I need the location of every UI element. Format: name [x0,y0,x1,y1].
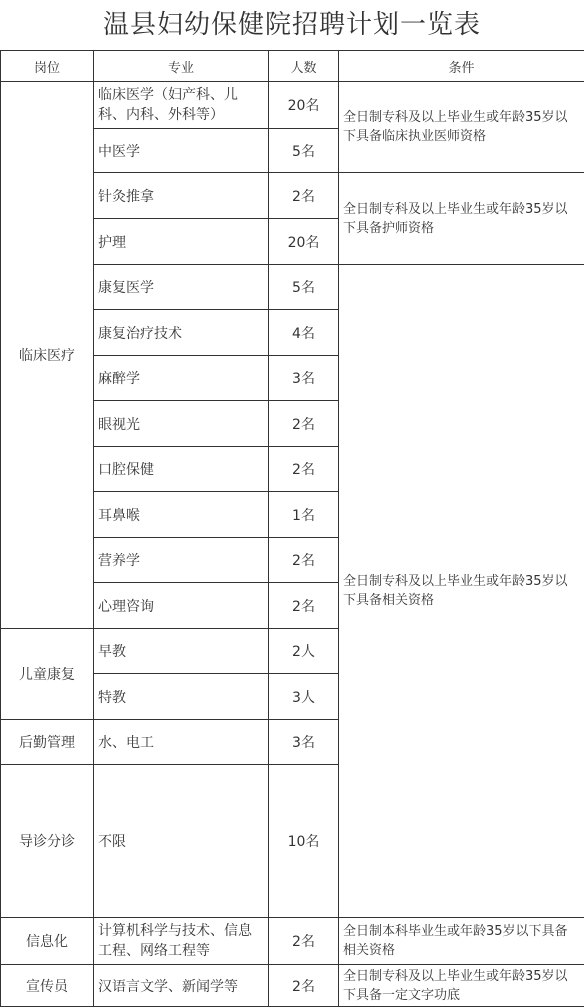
post-cell: 后勤管理 [1,720,94,765]
major-cell: 康复医学 [94,265,269,310]
major-cell: 早教 [94,629,269,674]
major-cell: 水、电工 [94,720,269,765]
major-cell: 汉语言文学、新闻学等 [94,965,269,1007]
major-cell: 耳鼻喉 [94,492,269,538]
major-cell: 不限 [94,765,269,918]
major-cell: 营养学 [94,538,269,583]
condition-cell: 全日制本科毕业生或年龄35岁以下具备相关资格 [339,918,584,965]
count-cell: 2名 [269,401,339,447]
header-post: 岗位 [1,51,94,82]
major-cell: 康复治疗技术 [94,310,269,356]
count-cell: 2名 [269,583,339,629]
major-cell: 麻醉学 [94,356,269,401]
major-cell: 特教 [94,674,269,720]
header-row [1,51,584,82]
post-cell: 信息化 [1,918,94,965]
count-cell: 20名 [269,219,339,265]
count-cell: 1名 [269,492,339,538]
major-cell: 眼视光 [94,401,269,447]
table-row [1,965,584,1007]
header-major: 专业 [94,51,269,82]
header-condition: 条件 [339,51,584,82]
count-cell: 3名 [269,356,339,401]
condition-cell: 全日制专科及以上毕业生或年龄35岁以下具备相关资格 [339,265,584,918]
post-cell: 宣传员 [1,965,94,1007]
major-cell: 口腔保健 [94,447,269,492]
condition-cell: 全日制专科及以上毕业生或年龄35岁以下具备一定文字功底 [339,965,584,1007]
condition-cell: 全日制专科及以上毕业生或年龄35岁以下具备临床执业医师资格 [339,82,584,173]
count-cell: 4名 [269,310,339,356]
count-cell: 2人 [269,629,339,674]
major-cell: 护理 [94,219,269,265]
count-cell: 2名 [269,538,339,583]
major-cell: 计算机科学与技术、信息工程、网络工程等 [94,918,269,965]
major-cell: 中医学 [94,129,269,173]
count-cell: 2名 [269,447,339,492]
count-cell: 2名 [269,965,339,1007]
major-cell: 临床医学（妇产科、儿科、内科、外科等） [94,82,269,129]
count-cell: 10名 [269,765,339,918]
count-cell: 2名 [269,173,339,219]
count-cell: 20名 [269,82,339,129]
count-cell: 3人 [269,674,339,720]
table-row [1,918,584,965]
count-cell: 3名 [269,720,339,765]
count-cell: 2名 [269,918,339,965]
page-title: 温县妇幼保健院招聘计划一览表 [0,0,584,50]
count-cell: 5名 [269,265,339,310]
table-row [1,82,584,129]
condition-cell: 全日制专科及以上毕业生或年龄35岁以下具备护师资格 [339,173,584,265]
major-cell: 心理咨询 [94,583,269,629]
major-cell: 针灸推拿 [94,173,269,219]
post-cell: 导诊分诊 [1,765,94,918]
post-cell: 儿童康复 [1,629,94,720]
count-cell: 5名 [269,129,339,173]
post-cell: 临床医疗 [1,82,94,629]
header-count: 人数 [269,51,339,82]
recruitment-table [0,50,584,1007]
